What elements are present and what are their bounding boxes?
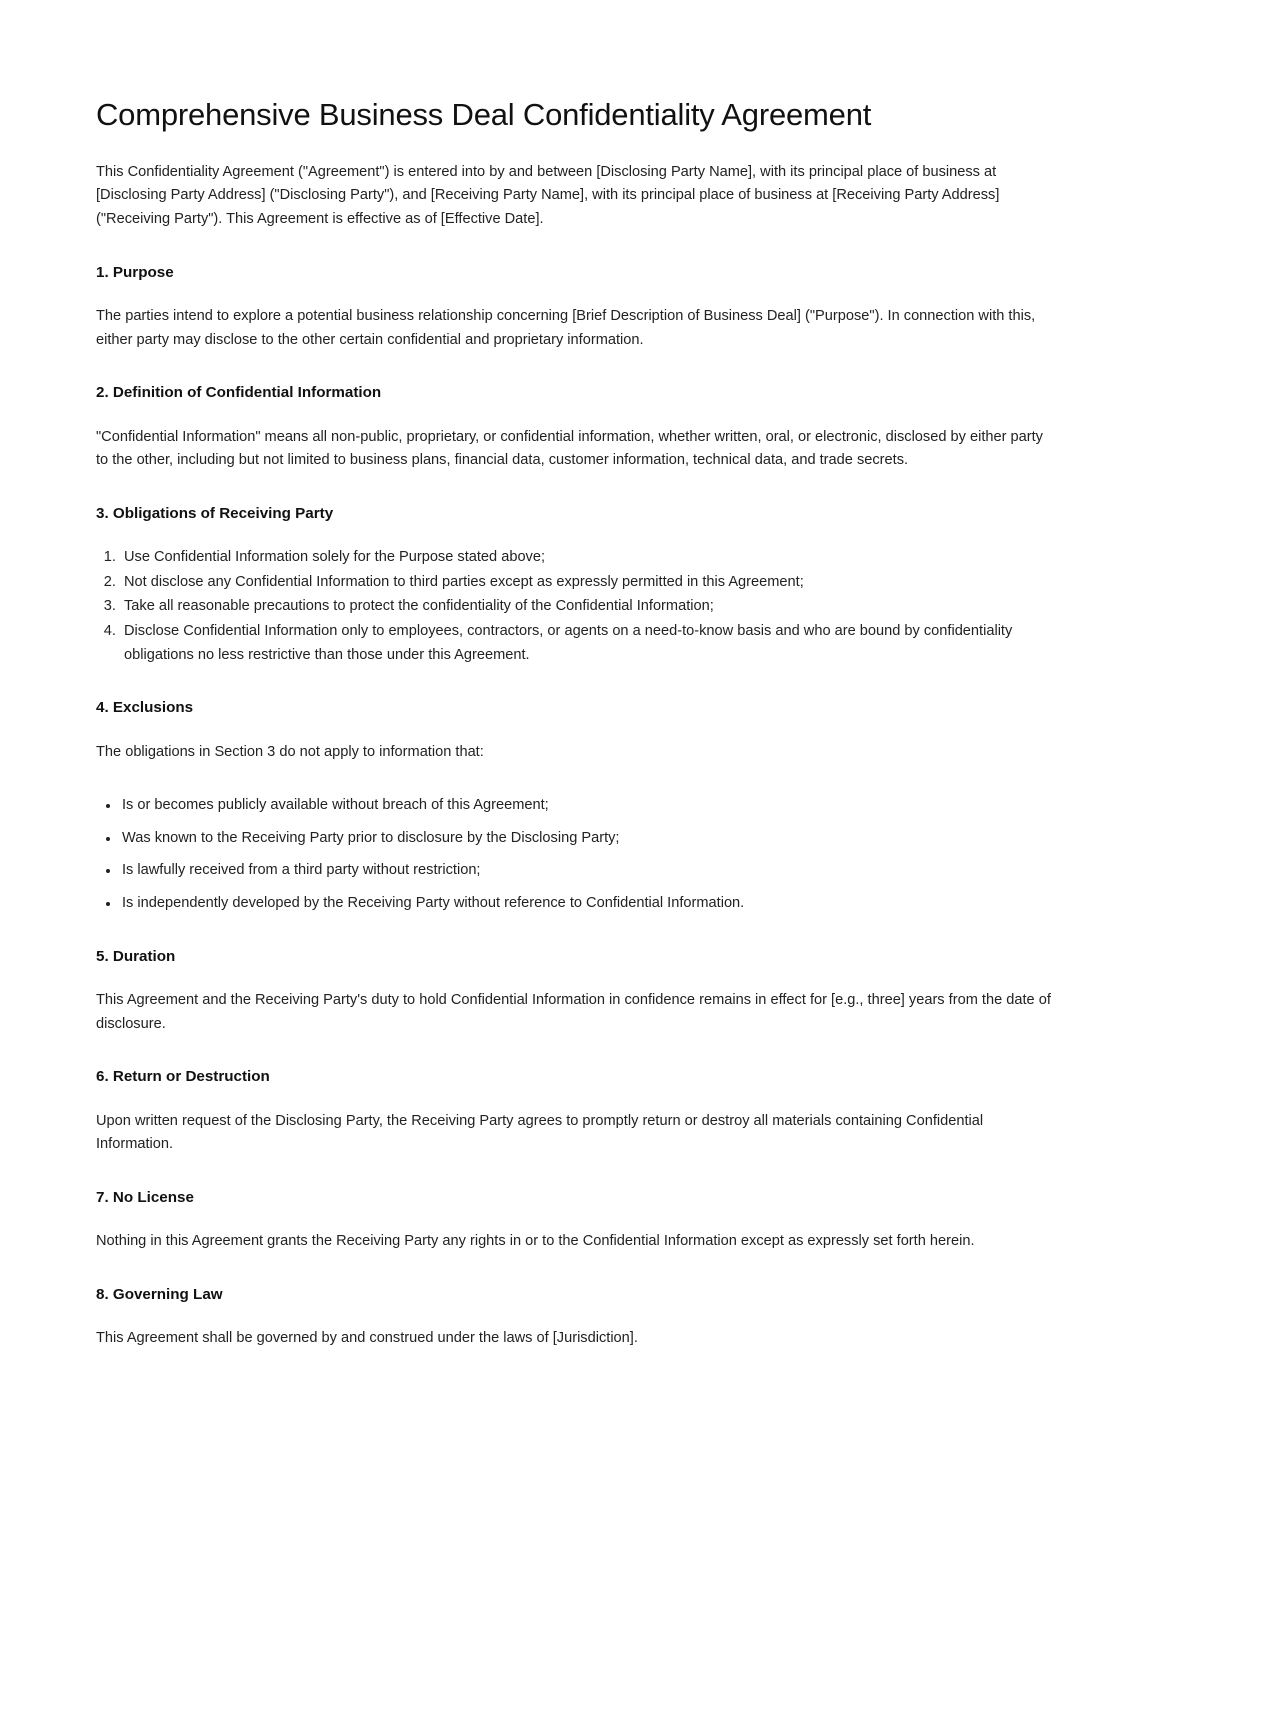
exclusions-lead: The obligations in Section 3 do not apply to information that:: [96, 743, 484, 760]
section-body-no-license: Nothing in this Agreement grants the Receiving Party any rights in or to the Confidential Information except as expressly set forth herein.: [96, 1233, 975, 1250]
section-heading-governing-law: 8. Governing Law: [96, 1285, 223, 1303]
list-item: Is independently developed by the Receiving Party without reference to Confidential Information.: [122, 892, 1058, 916]
section-body-return-or-destruction: Upon written request of the Disclosing Party, the Receiving Party agrees to promptly return or destroy all materials containing Confidential Information.: [96, 1112, 984, 1153]
list-item: Is or becomes publicly available without breach of this Agreement;: [122, 794, 1058, 818]
section-heading-purpose: 1. Purpose: [96, 263, 174, 281]
section-heading-definition: 2. Definition of Confidential Information: [96, 384, 382, 402]
section-body-definition: "Confidential Information" means all non-public, proprietary, or confidential information, whether written, oral, or electronic, disclosed by either party to the other, including but not limited to business plans, financial data, customer information, technical data, and trade secrets.: [96, 428, 1043, 469]
obligations-list: [96, 546, 1058, 667]
section-body-governing-law: This Agreement shall be governed by and construed under the laws of [Jurisdiction].: [96, 1330, 638, 1347]
section-body-purpose: The parties intend to explore a potential business relationship concerning [Brief Description of Business Deal] ("Purpose"). In connection with this, either party may disclose to the other certain confidential and proprietary information.: [96, 307, 1036, 348]
list-item: 3. Take all reasonable precautions to protect the confidentiality of the Confidential Information;: [120, 595, 1058, 619]
section-no-license: [96, 1187, 1058, 1254]
section-heading-return-or-destruction: 6. Return or Destruction: [96, 1068, 270, 1086]
section-return-or-destruction: [96, 1066, 1058, 1157]
list-item: 4. Disclose Confidential Information only to employees, contractors, or agents on a need-to-know basis and who are bound by confidentiality obligations no less restrictive than those under this Agreement.: [120, 620, 1058, 667]
section-governing-law: [96, 1284, 1058, 1351]
exclusions-list: [96, 794, 1058, 916]
section-obligations: [96, 503, 1058, 667]
section-heading-duration: 5. Duration: [96, 947, 176, 965]
section-heading-exclusions: 4. Exclusions: [96, 699, 194, 717]
list-item: Is lawfully received from a third party without restriction;: [122, 859, 1058, 883]
section-heading-obligations: 3. Obligations of Receiving Party: [96, 504, 334, 522]
page-title: Comprehensive Business Deal Confidentiality Agreement: [96, 97, 872, 132]
section-body-duration: This Agreement and the Receiving Party's duty to hold Confidential Information in confidence remains in effect for [e.g., three] years from the date of disclosure.: [96, 992, 1051, 1032]
section-definition: [96, 382, 1058, 473]
section-exclusions: [96, 697, 1058, 915]
section-heading-no-license: 7. No License: [96, 1188, 194, 1206]
list-item: 1. Use Confidential Information solely for the Purpose stated above;: [120, 546, 1058, 570]
list-item: Was known to the Receiving Party prior to disclosure by the Disclosing Party;: [122, 827, 1058, 851]
section-duration: [96, 946, 1058, 1037]
intro-paragraph: This Confidentiality Agreement ("Agreement") is entered into by and between [Disclosing Party Name], with its principal place of business at [Disclosing Party Address] ("Disclosing Party"), and [Receiving Party Name], with its principal place of business at [Receiving Party Address] ("Receiving Party"). This Agreement is effective as of [Effective Date].: [96, 163, 1000, 228]
list-item: 2. Not disclose any Confidential Information to third parties except as expressly permitted in this Agreement;: [120, 571, 1058, 595]
section-purpose: [96, 262, 1058, 353]
